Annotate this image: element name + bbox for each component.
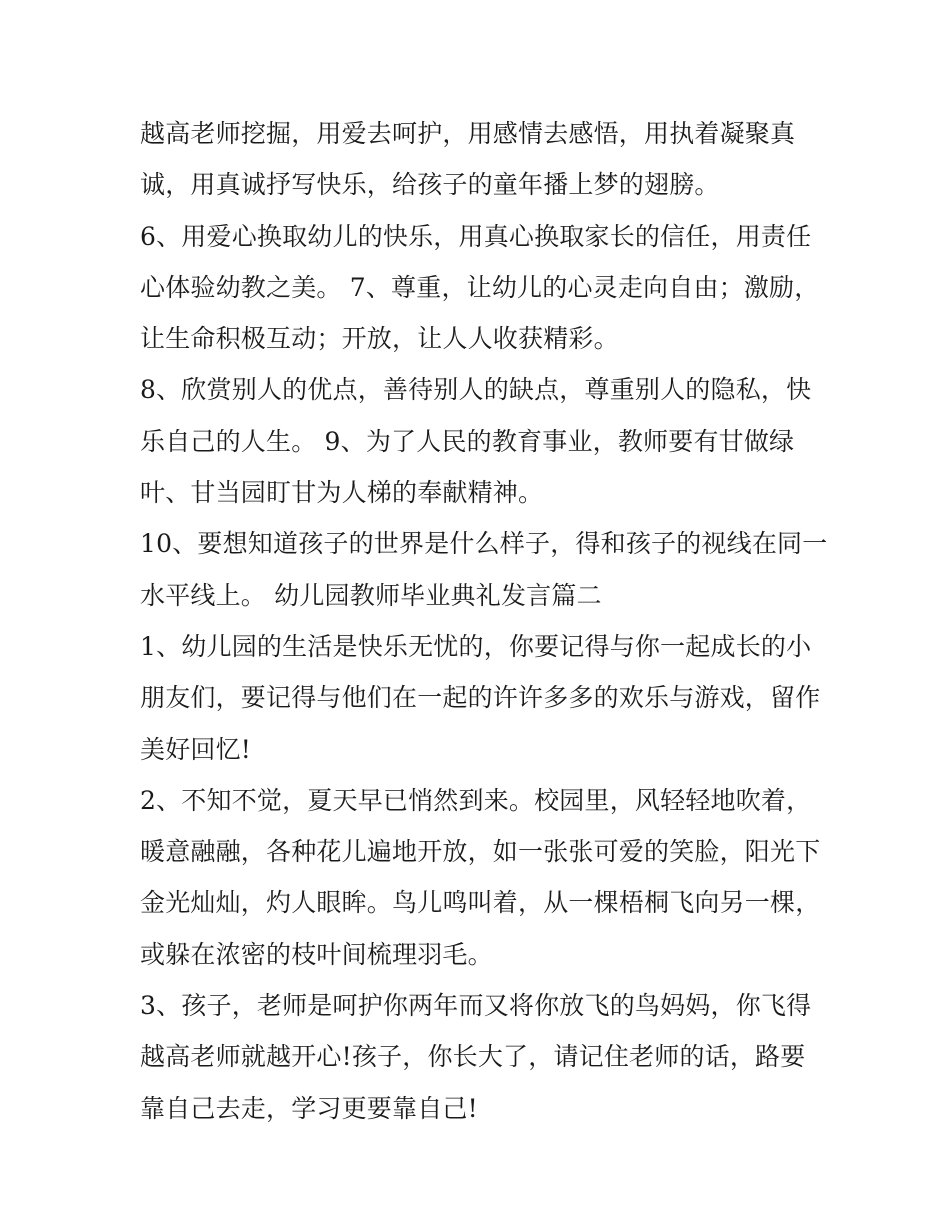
document-body <box>140 108 828 1134</box>
text-line: 叶、甘当园盯甘为人梯的奉献精神。 <box>140 478 544 508</box>
text-line: 暖意融融，各种花儿遍地开放，如一张张可爱的笑脸，阳光下 <box>140 837 821 867</box>
text-line: 水平线上。 幼儿园教师毕业典礼发言篇二 <box>140 580 602 610</box>
text-line: 诚，用真诚抒写快乐，给孩子的童年播上梦的翅膀。 <box>140 170 720 200</box>
text-line: 心体验幼教之美。 7、尊重，让幼儿的心灵走向自由；激励， <box>140 272 820 302</box>
text-line: 或躲在浓密的枝叶间梳理羽毛。 <box>140 939 493 969</box>
text-line: 让生命积极互动；开放，让人人收获精彩。 <box>140 324 619 354</box>
text-line: 6、用爱心换取幼儿的快乐，用真心换取家长的信任，用责任 <box>140 221 812 251</box>
text-line: 越高老师就越开心!孩子，你长大了，请记住老师的话，路要 <box>140 1042 806 1072</box>
text-line: 朋友们，要记得与他们在一起的许许多多的欢乐与游戏，留作 <box>140 683 821 713</box>
text-line: 靠自己去走，学习更要靠自己! <box>140 1093 478 1123</box>
text-line: 乐自己的人生。 9、为了人民的教育事业，教师要有甘做绿 <box>140 426 795 456</box>
text-line: 美好回忆! <box>140 734 252 764</box>
text-line: 8、欣赏别人的优点，善待别人的缺点，尊重别人的隐私，快 <box>140 375 812 405</box>
text-line: 越高老师挖掘，用爱去呵护，用感情去感悟，用执着凝聚真 <box>140 119 796 148</box>
text-line: 10、要想知道孩子的世界是什么样子，得和孩子的视线在同一 <box>140 529 828 559</box>
text-line: 2、不知不觉，夏天早已悄然到来。校园里，风轻轻地吹着， <box>140 785 812 815</box>
text-line: 金光灿灿，灼人眼眸。鸟儿鸣叫着，从一棵梧桐飞向另一棵， <box>140 888 821 918</box>
text-line: 3、孩子，老师是呵护你两年而又将你放飞的鸟妈妈，你飞得 <box>140 991 812 1021</box>
text-line: 1、幼儿园的生活是快乐无忧的，你要记得与你一起成长的小 <box>140 631 812 661</box>
